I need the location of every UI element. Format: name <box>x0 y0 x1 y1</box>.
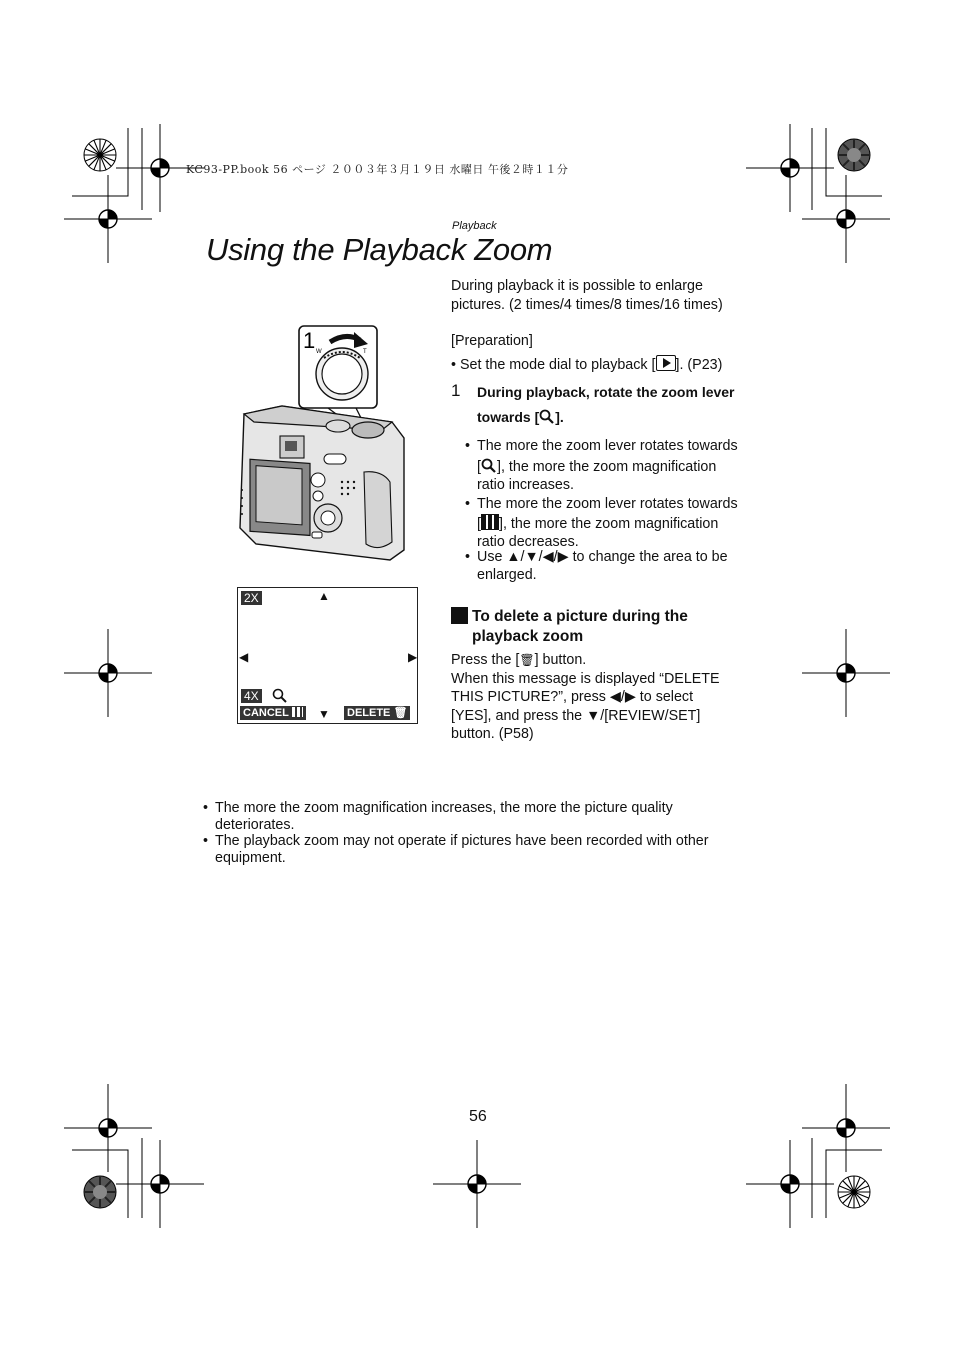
delete-section-body: Press the [🗑] button. When this message is displayed “DELETE THIS PICTURE?”, press ◀/▶ to select [YES], and press the ▼/[REVIEW/SET] button. (P58) <box>451 652 720 742</box>
section-square-icon <box>451 607 468 624</box>
arrow-up-icon: ▲ <box>318 589 330 603</box>
preparation-heading: [Preparation] <box>451 333 533 349</box>
step-number: 1 <box>451 381 461 400</box>
page-number: 56 <box>469 1108 487 1125</box>
dial-t-label: T <box>363 349 367 355</box>
playback-mode-icon <box>656 355 676 371</box>
delete-button[interactable]: DELETE 🗑 <box>344 706 410 720</box>
magnifier-icon <box>272 688 288 704</box>
step-bullet-move-area: • Use ▲/▼/◀/▶ to change the area to be enlarged. <box>477 548 767 584</box>
figure-step-label: 1 <box>303 328 316 353</box>
arrow-right-icon: ▶ <box>408 650 418 664</box>
multi-playback-icon <box>292 707 303 717</box>
section-label: Playback <box>452 220 497 232</box>
intro-text: During playback it is possible to enlarge pictures. (2 times/4 times/8 times/16 times) <box>451 278 723 313</box>
step-instruction: During playback, rotate the zoom lever towards [ ]. <box>477 384 735 425</box>
zoom-level-badge: 2X <box>241 591 262 605</box>
zoom-tele-icon <box>539 409 555 425</box>
delete-section-heading: To delete a picture during the playback zoom <box>451 607 751 627</box>
page-title: Using the Playback Zoom <box>206 232 553 267</box>
lcd-zoom-screen <box>237 587 418 724</box>
note-other-equipment: • The playback zoom may not operate if pictures have been recorded with other equipment. <box>215 833 755 867</box>
dial-w-label: W <box>316 349 322 355</box>
arrow-left-icon: ◀ <box>239 650 249 664</box>
zoom-tele-icon <box>481 458 497 474</box>
preparation-bullet: • Set the mode dial to playback [ ]. (P23) <box>451 357 723 373</box>
step-bullet-zoom-in: • The more the zoom lever rotates towards [ ], the more the zoom magnification ratio increases. <box>477 437 767 494</box>
next-zoom-badge: 4X <box>241 689 262 703</box>
zoom-wide-icon <box>481 514 499 530</box>
camera-illustration <box>232 322 412 562</box>
print-header-info: KC93-PP.book 56 ページ ２００３年３月１９日 水曜日 午後２時１１分 <box>186 163 569 176</box>
cancel-button[interactable]: CANCEL <box>240 706 306 720</box>
arrow-down-icon: ▼ <box>318 707 330 721</box>
trash-icon: 🗑 <box>393 707 408 719</box>
step-bullet-zoom-out: • The more the zoom lever rotates towards [ ], the more the zoom magnification ratio decreases. <box>477 495 767 551</box>
trash-icon: 🗑 <box>519 653 535 667</box>
note-picture-quality: • The more the zoom magnification increases, the more the picture quality deteriorates. <box>215 800 755 834</box>
